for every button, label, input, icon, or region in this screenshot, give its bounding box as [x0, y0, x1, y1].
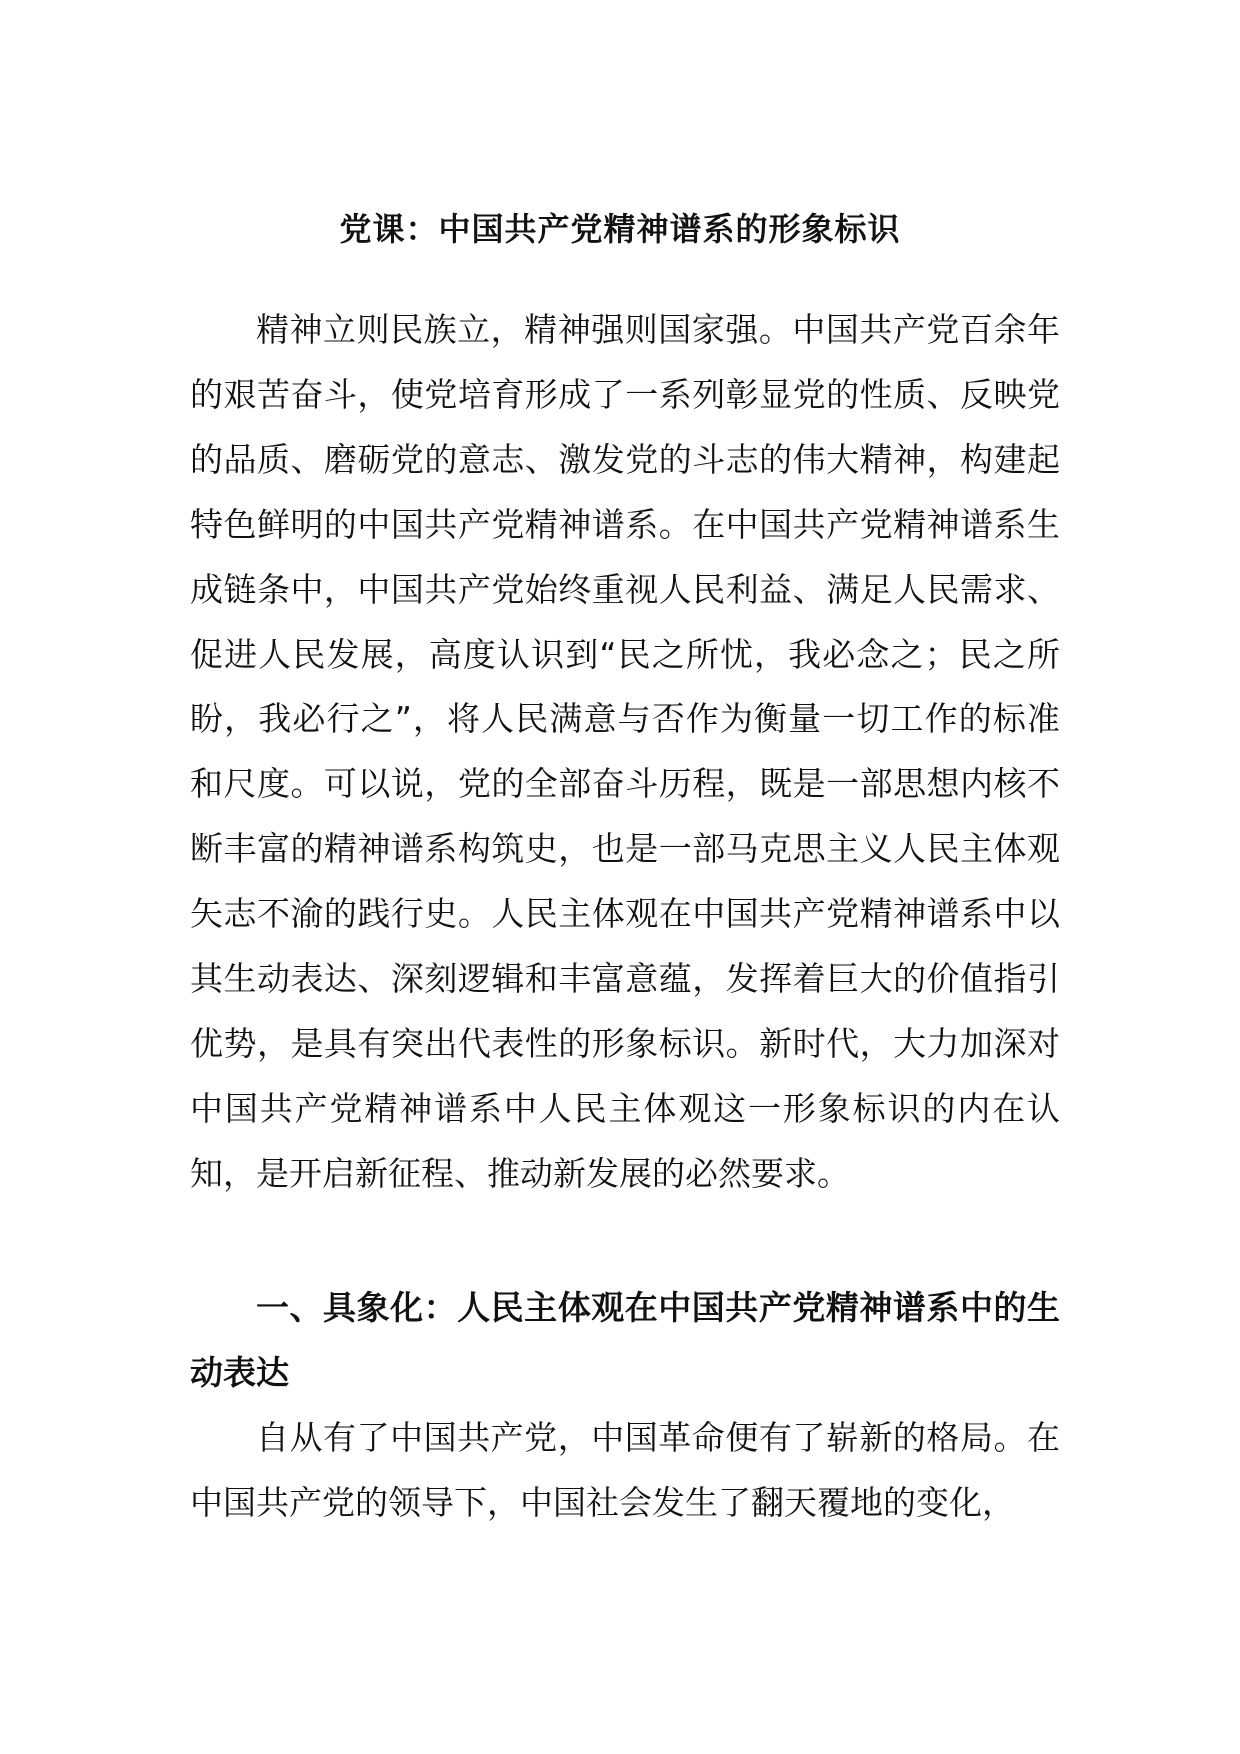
section-paragraph: 自从有了中国共产党，中国革命便有了崭新的格局。在中国共产党的领导下，中国社会发生了翻天覆地的变化， [190, 1418, 1060, 1522]
intro-paragraph: 精神立则民族立，精神强则国家强。中国共产党百余年的艰苦奋斗，使党培育形成了一系列彰显党的性质、反映党的品质、磨砺党的意志、激发党的斗志的伟大精神，构建起特色鲜明的中国共产党精神谱系。在中国共产党精神谱系生成链条中，中国共产党始终重视人民利益、满足人民需求、促进人民发展，高度认识到“民之所忧，我必念之；民之所盼，我必行之”，将人民满意与否作为衡量一切工作的标准和尺度。可以说，党的全部奋斗历程，既是一部思想内核不断丰富的精神谱系构筑史，也是一部马克思主义人民主体观矢志不渝的践行史。人民主体观在中国共产党精神谱系中以其生动表达、深刻逻辑和丰富意蕴，发挥着巨大的价值指引优势，是具有突出代表性的形象标识。新时代，大力加深对中国共产党精神谱系中人民主体观这一形象标识的内在认知，是开启新征程、推动新发展的必然要求。 [190, 310, 1060, 1193]
section-heading: 一、具象化：人民主体观在中国共产党精神谱系中的生动表达 [190, 1288, 1060, 1392]
document-title: 党课：中国共产党精神谱系的形象标识 [339, 210, 901, 248]
